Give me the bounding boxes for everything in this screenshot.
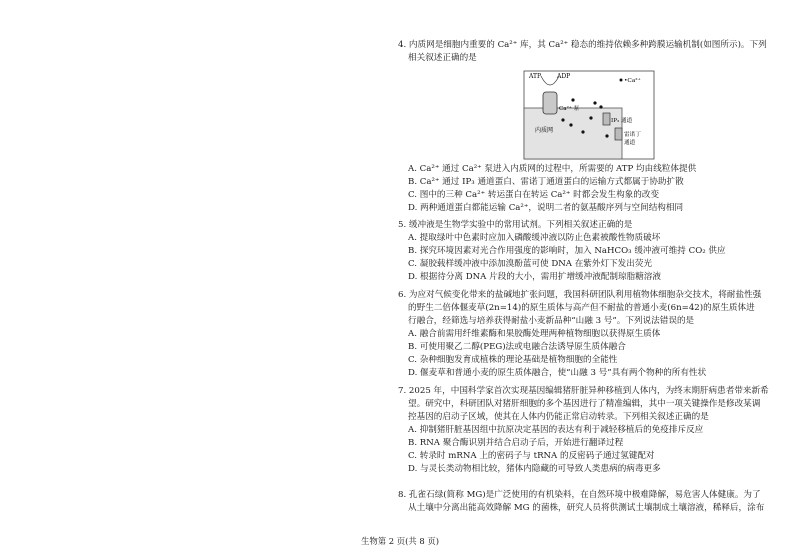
q5-option-c: C. 凝胶载样缓冲液中添加溴酚蓝可使 DNA 在紫外灯下发出荧光 — [408, 259, 653, 269]
question-4-options — [398, 163, 783, 215]
ip3-label: IP₃ 通道 — [611, 118, 633, 124]
q5-stem-line-1: 5. 缓冲液是生物学实验中的常用试剂。下列相关叙述正确的是 — [398, 220, 633, 230]
ca-legend-dot — [620, 79, 623, 82]
ca-ion — [599, 105, 602, 108]
q5-option-d: D. 根据待分离 DNA 片段的大小，需用扩增缓冲液配制琼脂糖溶液 — [408, 272, 661, 282]
ca-ion — [593, 101, 596, 104]
q7-option-b: B. RNA 聚合酶识别并结合启动子后，开始进行翻译过程 — [408, 438, 624, 448]
q6-stem-line-3: 行融合，经筛选与培养获得耐盐小麦新品种“山融 3 号”。下列说法错误的是 — [408, 316, 695, 326]
q5-option-b: B. 探究环境因素对光合作用强度的影响时，加入 NaHCO₃ 缓冲液可维持 CO₂ 供应 — [408, 246, 726, 256]
ca-ion — [581, 130, 584, 133]
q8-stem-line-2: 从土壤中分离出能高效降解 MG 的菌株，研究人员将供测试土壤制成土壤溶液，稀释后，涂布 — [408, 503, 765, 513]
q7-option-c: C. 转录时 mRNA 上的密码子与 tRNA 的反密码子通过氢键配对 — [408, 451, 655, 461]
ryanodine-label: 雷诺丁 — [624, 132, 641, 138]
question-6 — [398, 289, 783, 380]
q8-stem-line-1: 8. 孔雀石绿(简称 MG)是广泛使用的有机染料，在自然环境中极难降解，易危害人体健康。为了 — [398, 490, 761, 500]
q6-option-b: B. 可使用聚乙二醇(PEG)法或电融合法诱导原生质体融合 — [408, 342, 626, 352]
er-label: 内质网 — [535, 127, 554, 134]
question-7 — [398, 385, 783, 476]
q6-option-c: C. 杂种细胞发育成植株的理论基础是植物细胞的全能性 — [408, 355, 618, 365]
q7-option-d: D. 与灵长类动物相比较，猪体内隐藏的可导致人类患病的病毒更多 — [408, 464, 661, 474]
q5-option-a: A. 提取绿叶中色素时应加入磷酸缓冲液以防止色素被酸性物质破坏 — [408, 233, 661, 243]
ryanodine-label-2: 通道 — [624, 140, 636, 146]
question-8 — [398, 489, 783, 515]
q4-option-a: A. Ca²⁺ 通过 Ca²⁺ 泵进入内质网的过程中，所需要的 ATP 均由线粒体提供 — [408, 164, 697, 174]
ca-ion — [569, 123, 572, 126]
q4-stem-line-2: 相关叙述正确的是 — [408, 53, 477, 63]
question-5 — [398, 219, 783, 284]
q7-option-a: A. 抑制猪肝脏基因组中抗原决定基因的表达有利于减轻移植后的免疫排斥反应 — [408, 425, 704, 435]
q6-stem-line-2: 的野生二倍体偃麦草(2n=14)的原生质体与高产但不耐盐的普通小麦(6n=42)的原生质体进 — [408, 303, 755, 313]
q6-option-a: A. 融合前需用纤维素酶和果胶酶处理两种植物细胞以获得原生质体 — [408, 329, 661, 339]
ca-ion — [571, 98, 574, 101]
ca-ion — [561, 118, 564, 121]
ca-ion — [605, 134, 608, 137]
q4-stem-line-1: 4. 内质网是细胞内重要的 Ca²⁺ 库，其 Ca²⁺ 稳态的维持依赖多种跨膜运输机制(如图所示)。下列 — [398, 40, 767, 50]
q4-option-c: C. 图中的三种 Ca²⁺ 转运蛋白在转运 Ca²⁺ 时都会发生构象的改变 — [408, 190, 660, 200]
q4-option-d: D. 两种通道蛋白都能运输 Ca²⁺，说明二者的氨基酸序列与空间结构相同 — [408, 203, 684, 213]
adp-label: ADP — [557, 73, 571, 80]
q7-stem-line-1: 7. 2025 年，中国科学家首次实现基因编辑猪肝脏异种移植到人体内，为终末期肝病患者带来新希 — [398, 386, 769, 396]
calcium-transport-figure — [523, 70, 655, 160]
q7-stem-line-2: 望。研究中，科研团队对猪肝细胞的多个基因进行了精准编辑，其中一项关键操作是修改某调 — [408, 399, 761, 409]
q7-stem-line-3: 控基因的启动子区域，使其在人体内仍能正常启动转录。下列相关叙述正确的是 — [408, 412, 709, 422]
ca-pump-shape — [543, 92, 557, 114]
ca-legend-label: •Ca²⁺ — [624, 78, 641, 84]
ip3-channel-shape — [603, 113, 610, 125]
question-4 — [398, 39, 783, 65]
ryanodine-channel-shape — [615, 128, 622, 140]
page-footer: 生物第 2 页(共 8 页) — [360, 536, 440, 546]
atp-label: ATP — [529, 73, 542, 80]
q4-option-b: B. Ca²⁺ 通过 IP₃ 通道蛋白、雷诺丁通道蛋白的运输方式都属于协助扩散 — [408, 177, 684, 187]
q6-option-d: D. 偃麦草和普通小麦的原生质体融合，使“山融 3 号”具有两个物种的所有性状 — [408, 368, 707, 378]
ca-ion — [589, 116, 592, 119]
ca-pump-label: Ca²⁺ 泵 — [559, 106, 580, 112]
q6-stem-line-1: 6. 为应对气候变化带来的盐碱地扩张问题，我国科研团队利用植物体细胞杂交技术，将耐盐性强 — [398, 290, 762, 300]
